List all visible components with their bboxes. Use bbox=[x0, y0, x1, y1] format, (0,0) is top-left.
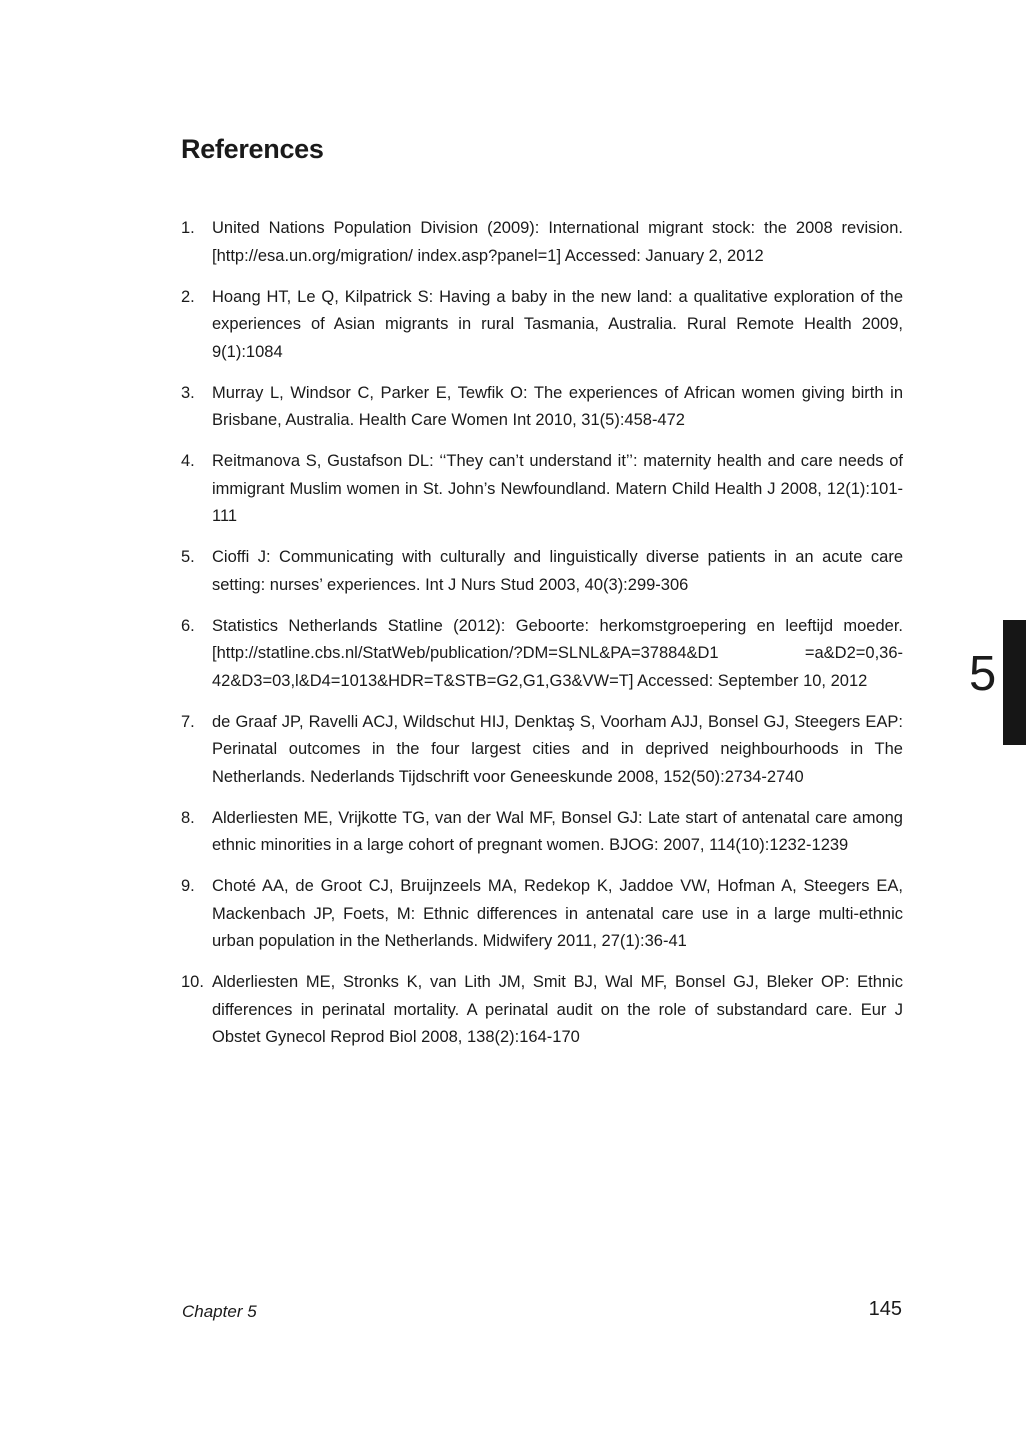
reference-item bbox=[181, 380, 903, 435]
page-title: References bbox=[181, 134, 324, 165]
chapter-tab-marker bbox=[1003, 620, 1026, 745]
reference-item bbox=[181, 709, 903, 792]
reference-number: 2. bbox=[181, 287, 195, 306]
reference-number: 10. bbox=[181, 973, 204, 991]
reference-text: Cioffi J: Communicating with culturally and linguistically diverse patients in an acute care setting: nurses’ experiences. Int J Nurs Stud 2003, 40(3):299-306 bbox=[212, 548, 903, 594]
reference-number: 6. bbox=[181, 616, 195, 635]
reference-text: Choté AA, de Groot CJ, Bruijnzeels MA, Redekop K, Jaddoe VW, Hofman A, Steegers EA, Mackenbach JP, Foets, M: Ethnic differences in antenatal care use in a large multi-ethnic urban population in the Netherlands. Midwifery 2011, 27(1):36-41 bbox=[212, 877, 903, 950]
reference-text: United Nations Population Division (2009): International migrant stock: the 2008 revision. [http://esa.un.org/migration/ index.asp?panel=1] Accessed: January 2, 2012 bbox=[212, 219, 903, 265]
reference-text: de Graaf JP, Ravelli ACJ, Wildschut HIJ, Denktaş S, Voorham AJJ, Bonsel GJ, Steegers EAP: Perinatal outcomes in the four largest cities and in deprived neighbourhoods in The Netherlands. Nederlands Tijdschrift voor Geneeskunde 2008, 152(50):2734-2740 bbox=[212, 712, 903, 786]
reference-text: Hoang HT, Le Q, Kilpatrick S: Having a baby in the new land: a qualitative exploration of the experiences of Asian migrants in rural Tasmania, Australia. Rural Remote Health 2009, 9(1):1084 bbox=[212, 287, 903, 361]
reference-text: Reitmanova S, Gustafson DL: ‘‘They can’t understand it’’: maternity health and care needs of immigrant Muslim women in St. John’s Newfoundland. Matern Child Health J 2008, 12(1):101-111 bbox=[212, 452, 903, 525]
reference-number: 3. bbox=[181, 383, 195, 402]
reference-item bbox=[181, 969, 903, 1052]
chapter-tab-number: 5 bbox=[969, 647, 997, 701]
reference-item bbox=[181, 284, 903, 367]
reference-item bbox=[181, 873, 903, 956]
reference-number: 8. bbox=[181, 808, 195, 827]
reference-text: Alderliesten ME, Stronks K, van Lith JM, Smit BJ, Wal MF, Bonsel GJ, Bleker OP: Ethnic differences in perinatal mortality. A perinatal audit on the role of substandard care. Eur J Obstet Gynecol Reprod Biol 2008, 138(2):164-170 bbox=[212, 973, 903, 1046]
reference-text: Murray L, Windsor C, Parker E, Tewfik O: The experiences of African women giving birth in Brisbane, Australia. Health Care Women Int 2010, 31(5):458-472 bbox=[212, 383, 903, 429]
footer-page-number: 145 bbox=[868, 1298, 902, 1320]
reference-number: 7. bbox=[181, 712, 195, 731]
reference-item bbox=[181, 544, 903, 599]
reference-item bbox=[181, 805, 903, 860]
reference-number: 4. bbox=[181, 452, 195, 470]
reference-number: 1. bbox=[181, 219, 195, 237]
reference-item bbox=[181, 613, 903, 696]
reference-text: Alderliesten ME, Vrijkotte TG, van der Wal MF, Bonsel GJ: Late start of antenatal care among ethnic minorities in a large cohort of pregnant women. BJOG: 2007, 114(10):1232-1239 bbox=[212, 808, 903, 854]
reference-text: Statistics Netherlands Statline (2012): Geboorte: herkomstgroepering en leeftijd moeder. [http://statline.cbs.nl/StatWeb/publication/?DM=SLNL&PA=37884&D1 =a&D2=0,36-42&D3=03,l&D4=1013&HDR=T&STB=G2,G1,G3&VW=T] Accessed: September 10, 2012 bbox=[212, 616, 903, 690]
reference-number: 5. bbox=[181, 548, 195, 566]
references-list bbox=[181, 215, 903, 1065]
footer-chapter-label: Chapter 5 bbox=[182, 1302, 257, 1321]
reference-item bbox=[181, 448, 903, 531]
reference-item bbox=[181, 215, 903, 270]
reference-number: 9. bbox=[181, 877, 195, 895]
